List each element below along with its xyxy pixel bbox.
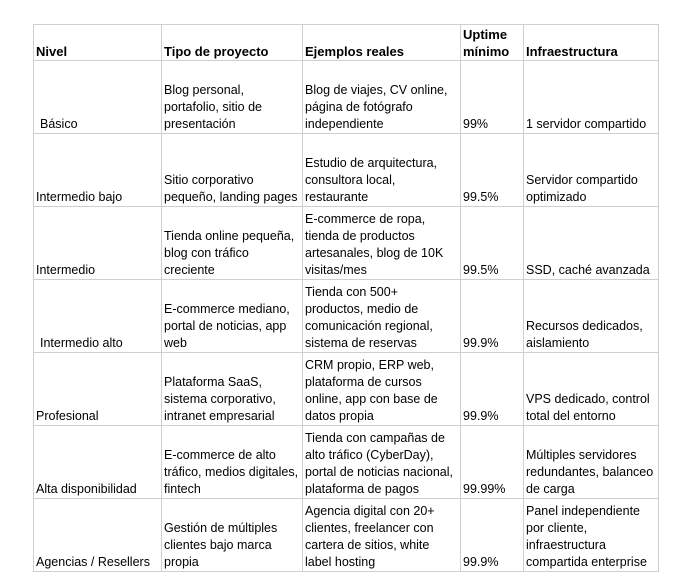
cell-nivel: Alta disponibilidad <box>34 426 162 499</box>
cell-infra: VPS dedicado, control total del entorno <box>524 353 659 426</box>
table-row <box>34 207 659 280</box>
cell-ejemplos: Tienda con campañas de alto tráfico (CyberDay), portal de noticias nacional, plataforma de pagos <box>303 426 461 499</box>
cell-uptime: 99.9% <box>461 499 524 572</box>
header-nivel: Nivel <box>34 25 162 61</box>
cell-nivel: Profesional <box>34 353 162 426</box>
cell-nivel: Básico <box>34 61 162 134</box>
header-ejemplos-reales: Ejemplos reales <box>303 25 461 61</box>
cell-uptime: 99.5% <box>461 207 524 280</box>
cell-uptime: 99.9% <box>461 280 524 353</box>
cell-nivel: Agencias / Resellers <box>34 499 162 572</box>
cell-ejemplos: Agencia digital con 20+ clientes, freelancer con cartera de sitios, white label hosting <box>303 499 461 572</box>
table-row <box>34 499 659 572</box>
cell-nivel: Intermedio alto <box>34 280 162 353</box>
header-row <box>34 25 659 61</box>
cell-tipo: E-commerce de alto tráfico, medios digitales, fintech <box>162 426 303 499</box>
cell-tipo: Gestión de múltiples clientes bajo marca propia <box>162 499 303 572</box>
cell-infra: SSD, caché avanzada <box>524 207 659 280</box>
cell-ejemplos: Estudio de arquitectura, consultora local, restaurante <box>303 134 461 207</box>
table-row <box>34 134 659 207</box>
table-row <box>34 426 659 499</box>
cell-infra: Servidor compartido optimizado <box>524 134 659 207</box>
cell-tipo: Blog personal, portafolio, sitio de presentación <box>162 61 303 134</box>
table-row <box>34 280 659 353</box>
table-row <box>34 353 659 426</box>
cell-tipo: Tienda online pequeña, blog con tráfico creciente <box>162 207 303 280</box>
table-row <box>34 61 659 134</box>
header-uptime-minimo: Uptime mínimo <box>461 25 524 61</box>
hosting-levels-table <box>33 24 659 572</box>
cell-tipo: Sitio corporativo pequeño, landing pages <box>162 134 303 207</box>
cell-infra: Panel independiente por cliente, infraestructura compartida enterprise <box>524 499 659 572</box>
header-tipo-proyecto: Tipo de proyecto <box>162 25 303 61</box>
cell-ejemplos: Tienda con 500+ productos, medio de comunicación regional, sistema de reservas <box>303 280 461 353</box>
cell-nivel: Intermedio bajo <box>34 134 162 207</box>
cell-ejemplos: Blog de viajes, CV online, página de fotógrafo independiente <box>303 61 461 134</box>
cell-infra: 1 servidor compartido <box>524 61 659 134</box>
header-infraestructura: Infraestructura <box>524 25 659 61</box>
cell-tipo: Plataforma SaaS, sistema corporativo, intranet empresarial <box>162 353 303 426</box>
cell-uptime: 99.5% <box>461 134 524 207</box>
cell-uptime: 99% <box>461 61 524 134</box>
cell-nivel: Intermedio <box>34 207 162 280</box>
cell-uptime: 99.99% <box>461 426 524 499</box>
cell-tipo: E-commerce mediano, portal de noticias, app web <box>162 280 303 353</box>
cell-uptime: 99.9% <box>461 353 524 426</box>
cell-infra: Múltiples servidores redundantes, balanceo de carga <box>524 426 659 499</box>
cell-infra: Recursos dedicados, aislamiento <box>524 280 659 353</box>
cell-ejemplos: CRM propio, ERP web, plataforma de cursos online, app con base de datos propia <box>303 353 461 426</box>
cell-ejemplos: E-commerce de ropa, tienda de productos artesanales, blog de 10K visitas/mes <box>303 207 461 280</box>
